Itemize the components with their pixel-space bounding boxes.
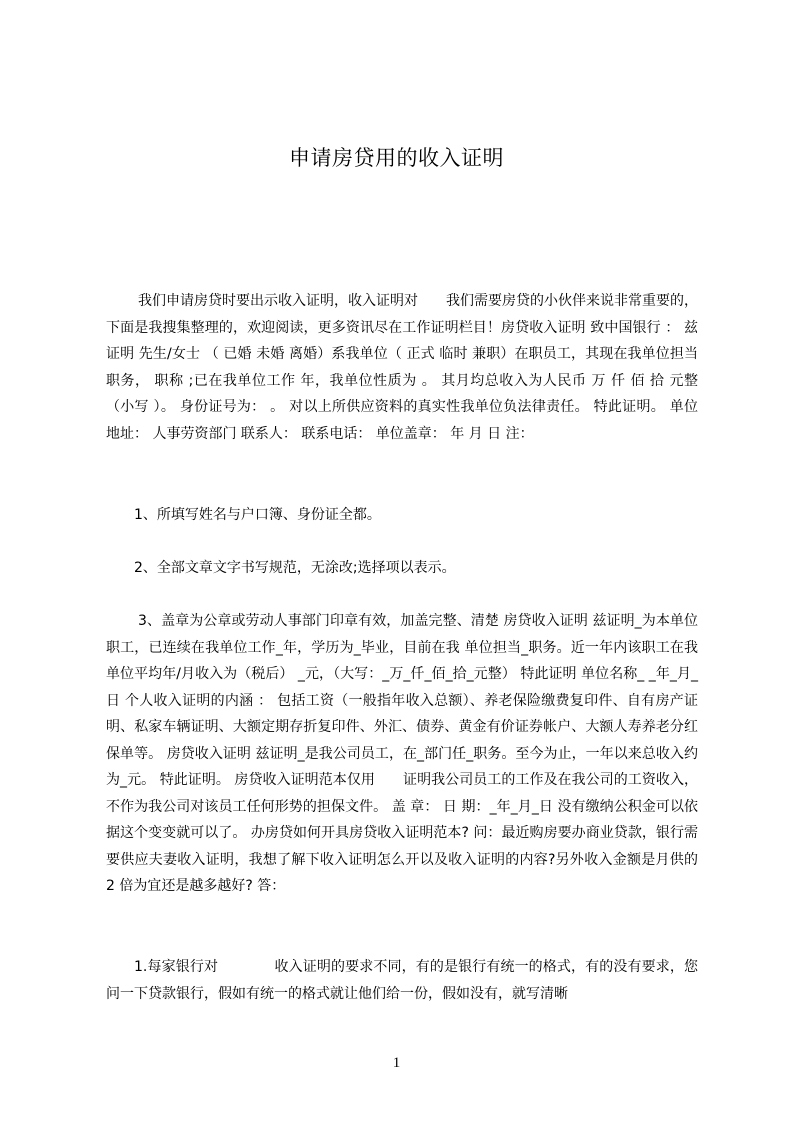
document-title: 申请房贷用的收入证明 xyxy=(289,146,504,170)
paragraph-note-3: 3、盖章为公章或劳动人事部门印章有效，加盖完整、清楚 房贷收入证明 兹证明_为本单位职工，已连续在我单位工作_年，学历为_毕业，目前在我 单位担当_职务。近一年内该职工在我单位平均年/月收入为（税后） _元，（大写：_万_仟_佰_拾_元整） 特此证明 单位名称_ _年_月_日 个人收入证明的内涵 ： 包括工资（一般指年收入总额）、养老保险缴费复印件、自有房产证明、私家车辆证明、大额定期存折复印件、外汇、债券、黄金有价证券帐户、大额人寿养老分红保单等。 房贷收入证明 兹证明_是我公司员工，在_部门任_职务。至今为止，一年以来总收入约为_元。 特此证明。 房贷收入证明范本仅用 证明我公司员工的工作及在我公司的工资收入，不作为我公司对该员工任何形势的担保文件。 盖 章： 日 期：_年_月_日 没有缴纳公积金可以依据这个变变就可以了。 办房贷如何开具房贷收入证明范本? 问：最近购房要办商业贷款，银行需要供应夫妻收入证明，我想了解下收入证明怎么开以及收入证明的内容?另外收入金额是月供的 2 倍为宜还是越多越好? 答： xyxy=(106,613,698,894)
paragraph-intro: 我们申请房贷时要出示收入证明，收入证明对 我们需要房贷的小伙伴来说非常重要的，下面是我搜集整理的，欢迎阅读，更多资讯尽在工作证明栏目！房贷收入证明 致中国银行 ： 兹证明 先生/女士 （ 已婚 未婚 离婚）系我单位（ 正式 临时 兼职）在职员工，其现在我单位担当 职务， 职称 ;已在我单位工作 年，我单位性质为 。 其月均总收入为人民币 万 仟 佰 拾 元整（小写 ）。 身份证号为： 。 对以上所供应资料的真实性我单位负法律责任。 特此证明。 单位地址： 人事劳资部门 联系人： 联系电话： 单位盖章： 年 月 日 注： xyxy=(106,293,698,442)
paragraph-note-2: 2、全部文章文字书写规范，无涂改;选择项以表示。 xyxy=(134,560,456,576)
paragraph-answer-1: 1.每家银行对 收入证明的要求不同，有的是银行有统一的格式，有的没有要求，您问一下贷款银行，假如有统一的格式就让他们给一份，假如没有，就写清晰 xyxy=(106,959,698,1002)
paragraph-note-1: 1、所填写姓名与户口簿、身份证全都。 xyxy=(134,507,381,523)
page-number: 1 xyxy=(392,1055,401,1071)
